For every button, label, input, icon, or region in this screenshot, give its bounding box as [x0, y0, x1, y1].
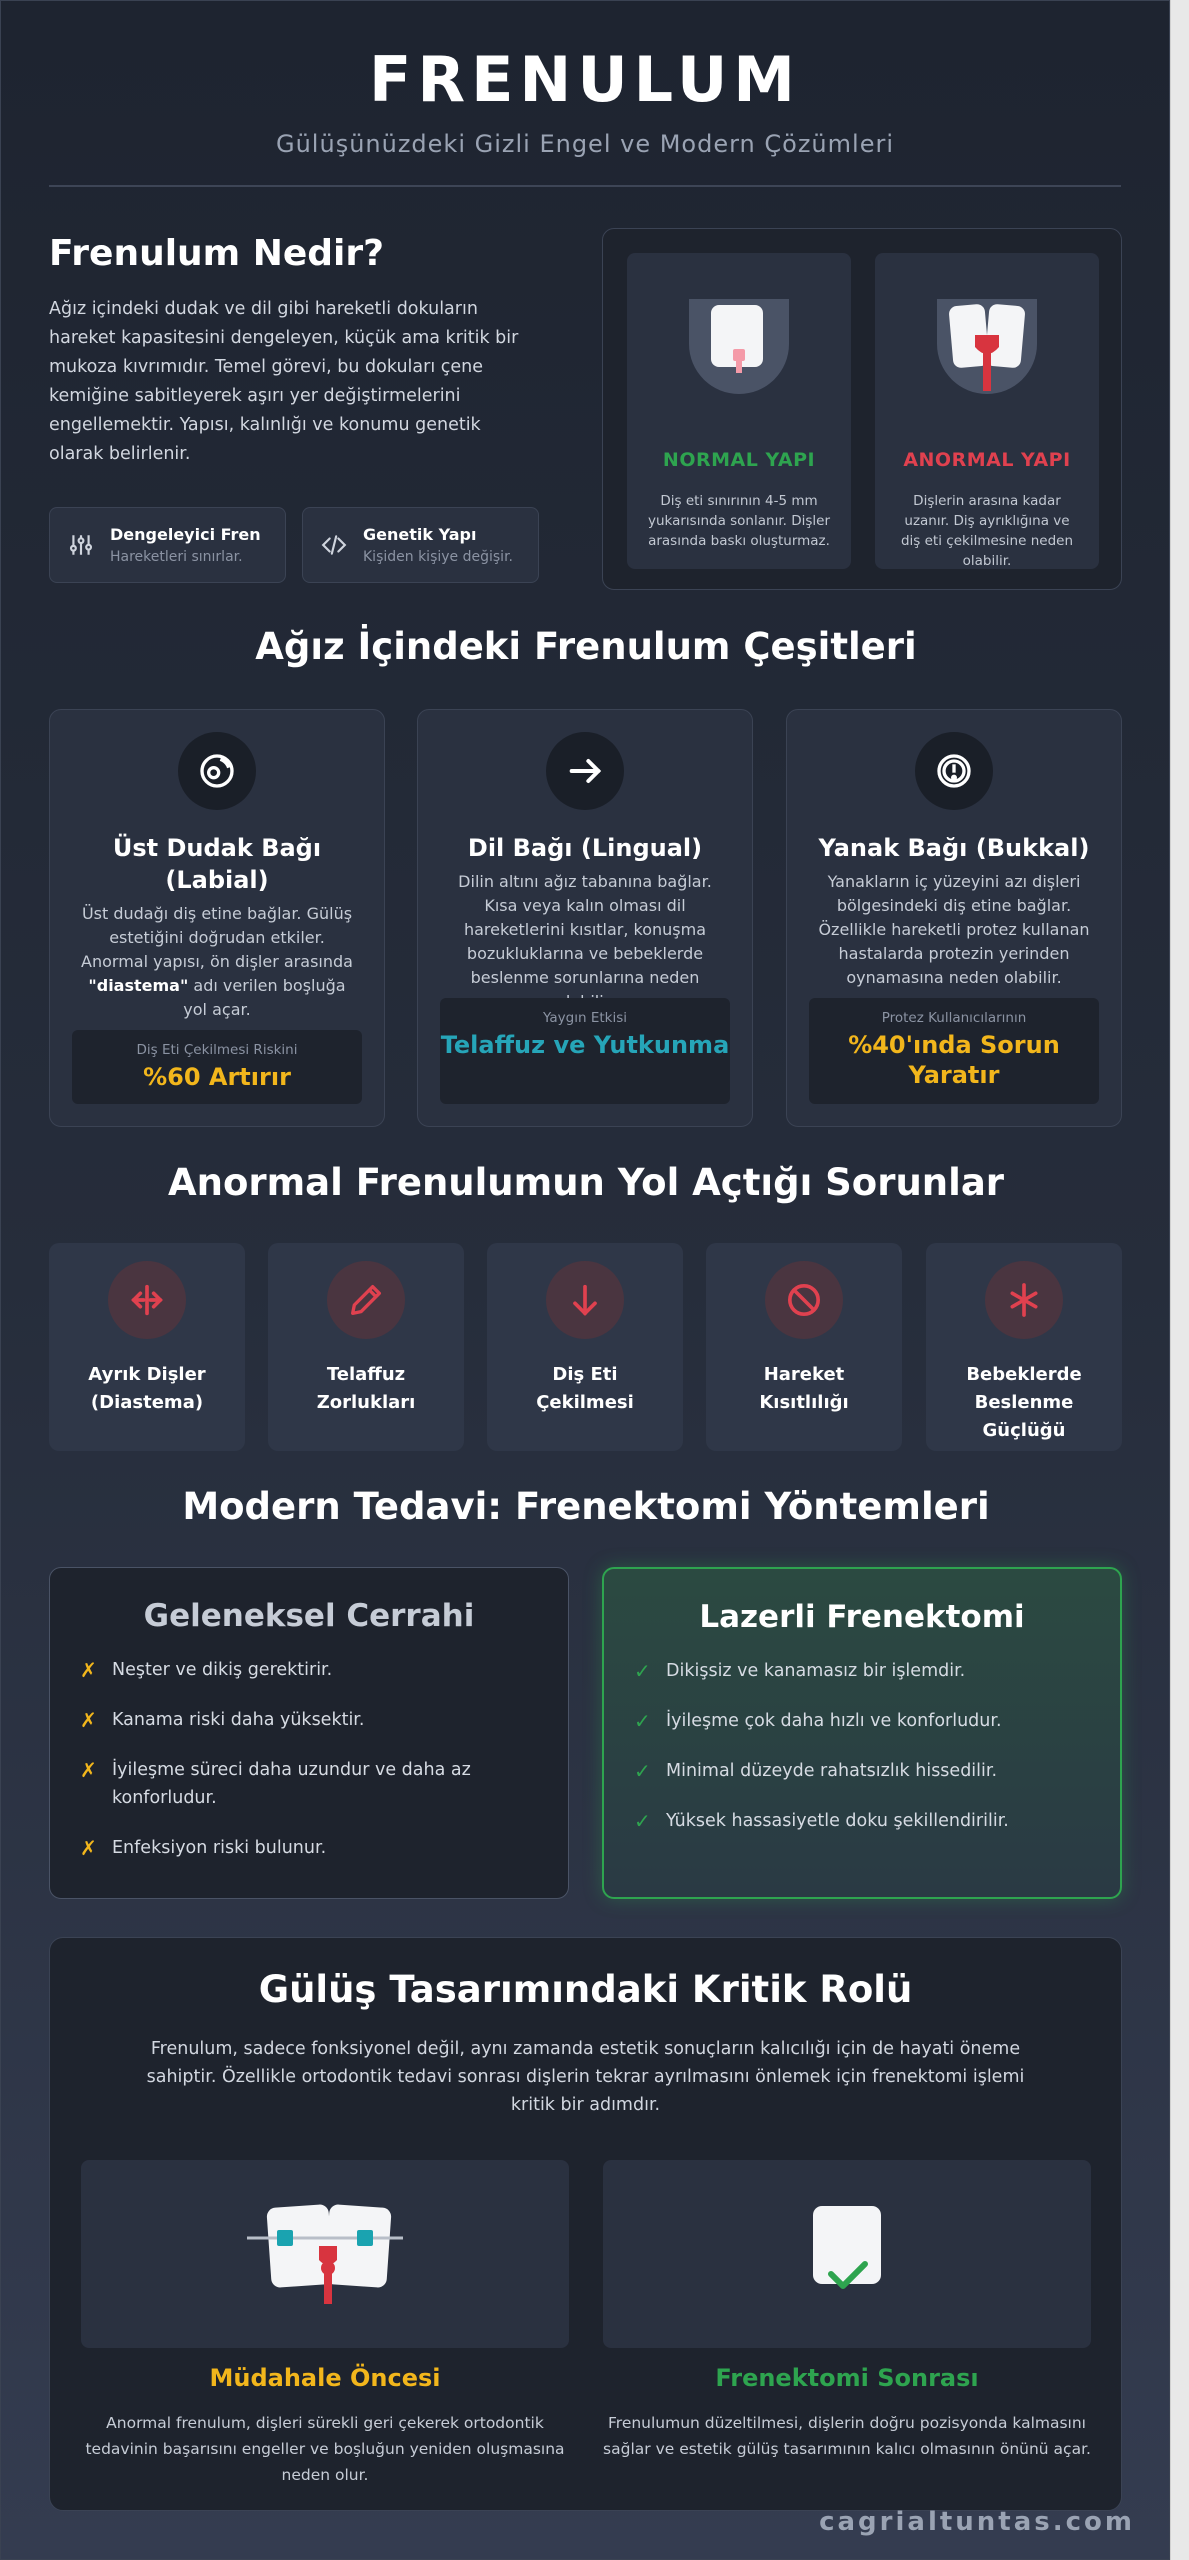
list-item-text: Kanama riski daha yüksektir.: [112, 1710, 365, 1730]
before-text: Anormal frenulum, dişleri sürekli geri çekerek ortodontik tedavinin başarısını engeller ve boşluğun yeniden oluşmasına neden olur.: [85, 2414, 565, 2484]
list-item: [634, 1807, 1090, 1835]
intro-title: Frenulum Nedir?: [49, 233, 385, 274]
problem-card: [926, 1243, 1122, 1451]
type-text: Yanakların iç yüzeyini azı dişleri bölgesindeki diş etine bağlar. Özellikle hareketli protez kullanan hastalarda protezin yerinden oynamasına neden olabilir.: [818, 872, 1090, 987]
abnormal-tooth-illustration: [937, 299, 1037, 395]
abnormal-label: ANORMAL YAPI: [903, 449, 1071, 471]
treatment-title: Modern Tedavi: Frenektomi Yöntemleri: [182, 1485, 990, 1528]
page-subtitle: Gülüşünüzdeki Gizli Engel ve Modern Çözümleri: [276, 130, 894, 158]
divider: [49, 185, 1121, 187]
traditional-card: [49, 1567, 569, 1899]
stat-value: %40'ında Sorun Yaratır: [848, 1031, 1060, 1089]
check-icon: ✓: [634, 1709, 651, 1733]
disc-icon: [178, 732, 256, 810]
traditional-list: [80, 1656, 538, 1862]
laser-card: [602, 1567, 1122, 1899]
list-item-text: Neşter ve dikiş gerektirir.: [112, 1660, 333, 1680]
footer-brand: cagrialtuntas.com: [819, 2507, 1135, 2537]
type-stat: [809, 998, 1099, 1104]
abnormal-desc: Dişlerin arasına kadar uzanır. Diş ayrıklığına ve diş eti çekilmesine neden olabilir.: [900, 493, 1074, 569]
cross-icon: ✗: [80, 1708, 97, 1732]
cross-icon: ✗: [80, 1758, 97, 1782]
list-item: [634, 1707, 1090, 1735]
pill-title: Dengeleyici Fren: [110, 525, 261, 544]
list-item: [80, 1756, 538, 1812]
after-text: Frenulumun düzeltilmesi, dişlerin doğru pozisyonda kalmasını sağlar ve estetik gülüş tasarımının kalıcı olmasının önünü açar.: [603, 2414, 1091, 2458]
list-item: [80, 1656, 538, 1684]
list-item-text: İyileşme çok daha hızlı ve konforludur.: [666, 1711, 1002, 1731]
list-item: [634, 1757, 1090, 1785]
problem-label: Hareket Kısıtlılığı: [759, 1364, 849, 1413]
problem-label: Ayrık Dişler (Diastema): [88, 1364, 206, 1413]
code-icon: [319, 530, 349, 560]
healthy-tooth-illustration: [603, 2160, 1091, 2348]
arrow-right-icon: [546, 732, 624, 810]
problem-card: [268, 1243, 464, 1451]
problem-label: Telaffuz Zorlukları: [316, 1364, 416, 1413]
after-illustration: [603, 2160, 1091, 2348]
normal-label: NORMAL YAPI: [662, 449, 816, 471]
problem-label: Bebeklerde Beslenme Güçlüğü: [966, 1364, 1082, 1441]
type-text: Dilin altını ağız tabanına bağlar. Kısa veya kalın olması dil hareketlerini kısıtlar, konuşma bozukluklarına ve bebeklerde beslenme sorunlarına neden: [458, 872, 712, 987]
check-icon: ✓: [634, 1659, 651, 1683]
pill-genetik: [302, 507, 539, 583]
problem-card: [49, 1243, 245, 1451]
type-title: Dil Bağı (Lingual): [467, 834, 703, 862]
pill-title: Genetik Yapı: [363, 525, 477, 544]
list-item: [80, 1706, 538, 1734]
role-panel: [49, 1937, 1122, 2511]
type-text: [76, 902, 358, 1022]
type-card-bukkal: [786, 709, 1122, 1127]
problem-card: [706, 1243, 902, 1451]
list-item-text: Enfeksiyon riski bulunur.: [112, 1838, 327, 1858]
compare-abnormal: [875, 253, 1099, 569]
compare-panel: [602, 228, 1122, 590]
sliders-icon: [66, 530, 96, 560]
type-title: Üst Dudak Bağı (Labial): [112, 834, 322, 894]
braces-teeth-illustration: [81, 2160, 569, 2348]
after-label: Frenektomi Sonrası: [715, 2364, 979, 2392]
arrow-down-icon: [546, 1261, 624, 1339]
stat-value: %60 Artırır: [143, 1063, 291, 1091]
problem-card: [487, 1243, 683, 1451]
stat-label: Diş Eti Çekilmesi Riskini: [136, 1042, 298, 1058]
traditional-title: Geleneksel Cerrahi: [143, 1598, 475, 1634]
types-title: Ağız İçindeki Frenulum Çeşitleri: [255, 625, 917, 668]
scrollbar[interactable]: [1170, 0, 1189, 2560]
type-title: Yanak Bağı (Bukkal): [818, 834, 1090, 862]
asterisk-icon: [985, 1261, 1063, 1339]
check-icon: ✓: [634, 1759, 651, 1783]
stat-label: Protez Kullanıcılarının: [881, 1010, 1027, 1026]
page-title: FRENULUM: [368, 43, 802, 116]
type-card-labial: [49, 709, 385, 1127]
stat-value: Telaffuz ve Yutkunma: [440, 1031, 730, 1059]
split-arrows-icon: [108, 1261, 186, 1339]
normal-desc: Diş eti sınırının 4-5 mm yukarısında sonlanır. Dişler arasında baskı oluşturmaz.: [647, 493, 831, 549]
normal-tooth-illustration: [689, 299, 789, 395]
problem-label: Diş Eti Çekilmesi: [536, 1364, 634, 1413]
type-text-part: adı verilen boşluğa yol açar.: [183, 976, 346, 1019]
pill-dengeleyici: [49, 507, 286, 583]
intro-text: Ağız içindeki dudak ve dil gibi hareketli dokuların hareket kapasitesini dengeleyen, küçük ama kritik bir mukoza kıvrımıdır. Temel görevi, bu dokuları çene kemiğine sabitleyerek aşırı yer değiştirmelerini engellemektir. Yapısı, kalınlığı ve konumu genetik olarak belirlenir.: [49, 299, 519, 464]
list-item: [634, 1657, 1090, 1685]
header: [1, 1, 1169, 158]
check-icon: ✓: [634, 1809, 651, 1833]
type-text-bold: "diastema": [88, 976, 189, 995]
list-item-text: Dikişsiz ve kanamasız bir işlemdir.: [666, 1661, 966, 1681]
list-item-text: Yüksek hassasiyetle doku şekillendirilir.: [666, 1811, 1009, 1831]
stat-label: Yaygın Etkisi: [543, 1010, 627, 1026]
before-label: Müdahale Öncesi: [209, 2364, 441, 2392]
laser-title: Lazerli Frenektomi: [699, 1599, 1025, 1635]
pill-sub: Hareketleri sınırlar.: [110, 549, 243, 565]
cross-icon: ✗: [80, 1658, 97, 1682]
ban-icon: [765, 1261, 843, 1339]
type-stat: [72, 1030, 362, 1104]
pill-sub: Kişiden kişiye değişir.: [363, 549, 513, 565]
type-text-part: Üst dudağı diş etine bağlar. Gülüş estetiğini doğrudan etkiler. Anormal yapısı, ön dişler arasında: [81, 904, 353, 971]
role-title: Gülüş Tasarımındaki Kritik Rolü: [258, 1968, 913, 2011]
compare-normal: [627, 253, 851, 569]
alert-icon: [915, 732, 993, 810]
type-card-lingual: [417, 709, 753, 1127]
list-item-text: Minimal düzeyde rahatsızlık hissedilir.: [666, 1761, 998, 1781]
list-item-text: İyileşme süreci daha uzundur ve daha az konforludur.: [112, 1760, 471, 1808]
before-illustration: [81, 2160, 569, 2348]
list-item: [80, 1834, 538, 1862]
laser-list: [634, 1657, 1090, 1835]
role-text: Frenulum, sadece fonksiyonel değil, aynı zamanda estetik sonuçların kalıcılığı için de hayati öneme sahiptir. Özellikle ortodontik tedavi sonrası dişlerin tekrar ayrılmasını önlemek için frenektomi işlemi kritik bir adımdır.: [146, 2039, 1025, 2115]
problems-title: Anormal Frenulumun Yol Açtığı Sorunlar: [167, 1161, 1005, 1204]
pencil-icon: [327, 1261, 405, 1339]
type-stat: [440, 998, 730, 1104]
cross-icon: ✗: [80, 1836, 97, 1860]
